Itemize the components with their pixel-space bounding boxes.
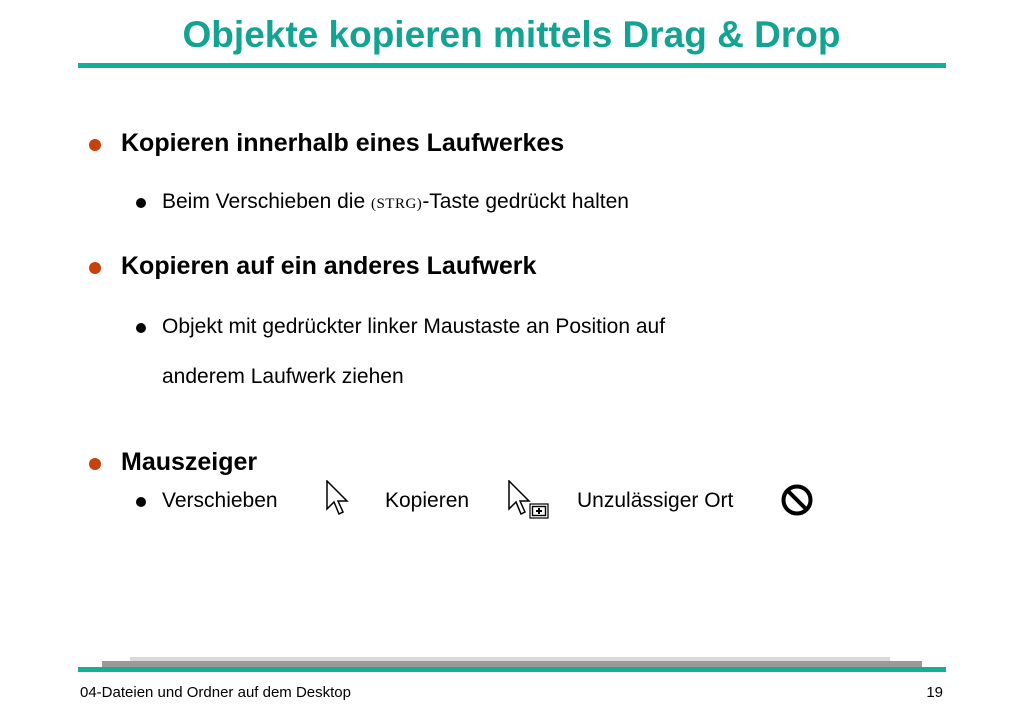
- section1-bullet: [89, 139, 101, 151]
- strg-key-label: (STRG): [370, 196, 423, 212]
- section1-sub-bullet: [136, 198, 146, 208]
- slide-title: Objekte kopieren mittels Drag & Drop: [182, 14, 841, 55]
- copy-cursor-icon: [508, 480, 552, 522]
- section2-sub-line1: Objekt mit gedrückter linker Maustaste an Position auf: [162, 315, 666, 338]
- section2-sub-line2: anderem Laufwerk ziehen: [162, 365, 404, 388]
- section1-sub-text-before: Beim Verschieben die: [162, 190, 371, 213]
- section2-heading: Kopieren auf ein anderes Laufwerk: [121, 252, 537, 280]
- footer-chapter-title: 04-Dateien und Ordner auf dem Desktop: [80, 684, 351, 701]
- copy-cursor-label: Kopieren: [385, 489, 470, 512]
- no-drop-icon: [780, 483, 814, 517]
- footer-rule-teal: [78, 667, 946, 672]
- page-number: 19: [926, 684, 943, 701]
- section1-heading: Kopieren innerhalb eines Laufwerkes: [121, 129, 565, 157]
- section2-sub-bullet: [136, 323, 146, 333]
- section1-sub-text-after: -Taste gedrückt halten: [422, 190, 629, 213]
- section3-bullet: [89, 458, 101, 470]
- title-underline: [78, 63, 946, 68]
- section3-heading: Mauszeiger: [121, 448, 258, 476]
- arrow-cursor-icon: [326, 480, 350, 520]
- move-cursor-label: Verschieben: [162, 489, 278, 512]
- invalid-drop-label: Unzulässiger Ort: [577, 489, 734, 512]
- section2-bullet: [89, 262, 101, 274]
- section1-sub-text: [162, 190, 629, 214]
- section3-sub-bullet: [136, 497, 146, 507]
